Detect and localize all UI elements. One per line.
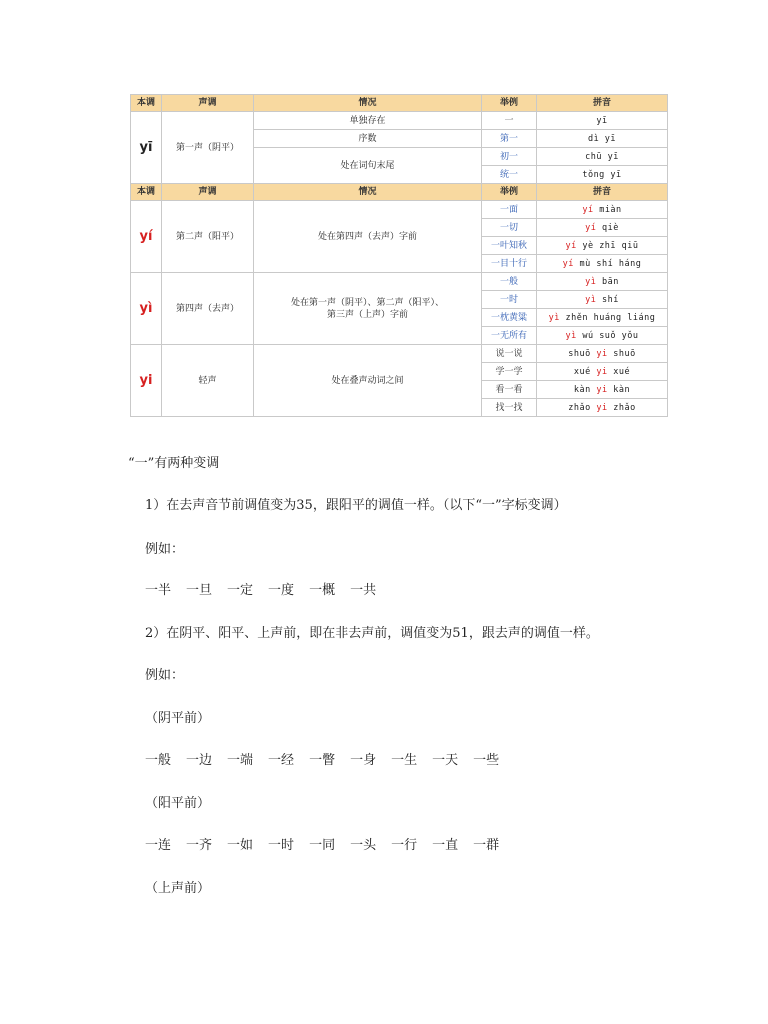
example-cell: 学一学 xyxy=(482,363,537,381)
word-item: 一概 xyxy=(309,583,336,598)
words-list-yinping xyxy=(145,749,514,768)
pinyin-text: kàn xyxy=(607,384,631,395)
pinyin-text: zhǎo xyxy=(568,402,597,413)
header-cell: 情况 xyxy=(254,184,482,201)
rule-1: 1）在去声音节前调值变为35，跟阳平的调值一样。（以下“一”字标变调） xyxy=(145,498,567,513)
pinyin-text: shuō xyxy=(568,348,597,359)
example-cell: 一枕黄粱 xyxy=(482,309,537,327)
example-cell: 一 xyxy=(482,112,537,130)
word-item: 一如 xyxy=(227,838,254,853)
pinyin-cell xyxy=(537,327,668,345)
word-item: 一生 xyxy=(391,753,418,768)
table-row xyxy=(131,273,668,291)
pinyin-cell xyxy=(537,399,668,417)
pinyin-text: chū yī xyxy=(585,151,619,162)
word-item: 一半 xyxy=(145,583,172,598)
pinyin-cell xyxy=(537,255,668,273)
example-cell: 一切 xyxy=(482,219,537,237)
pinyin-highlight: yì xyxy=(548,312,560,323)
pinyin-text: zhǎo xyxy=(607,402,636,413)
pinyin-cell xyxy=(537,309,668,327)
pinyin-cell xyxy=(537,237,668,255)
example-cell: 一叶知秋 xyxy=(482,237,537,255)
word-item: 一时 xyxy=(268,838,295,853)
subheading-shangsheng: （上声前） xyxy=(145,881,211,896)
word-item: 一瞥 xyxy=(309,753,336,768)
word-item: 一行 xyxy=(391,838,418,853)
subheading-yangping: （阳平前） xyxy=(145,796,211,811)
pinyin-highlight: yì xyxy=(585,294,597,305)
word-item: 一直 xyxy=(432,838,459,853)
pinyin-highlight: yi xyxy=(596,402,608,413)
pinyin-cell xyxy=(537,130,668,148)
pinyin-cell xyxy=(537,219,668,237)
pinyin-cell xyxy=(537,148,668,166)
pinyin-cell xyxy=(537,201,668,219)
pinyin-text: wú suǒ yǒu xyxy=(576,330,639,341)
pinyin-cell xyxy=(537,381,668,399)
pinyin-text: shuō xyxy=(607,348,636,359)
rule-2: 2）在阴平、阳平、上声前，即在非去声前，调值变为51，跟去声的调值一样。 xyxy=(145,626,599,641)
word-item: 一些 xyxy=(473,753,500,768)
pinyin-cell xyxy=(537,345,668,363)
subheading-yinping: （阴平前） xyxy=(145,711,211,726)
word-item: 一同 xyxy=(309,838,336,853)
situation-cell xyxy=(254,273,482,345)
pinyin-cell xyxy=(537,363,668,381)
pinyin-text: zhěn huáng liáng xyxy=(559,312,656,323)
pinyin-text: qiè xyxy=(596,222,619,233)
header-cell: 本调 xyxy=(131,184,162,201)
word-item: 一度 xyxy=(268,583,295,598)
tone-sandhi-table xyxy=(130,94,668,417)
pinyin-text: tǒng yī xyxy=(582,169,622,180)
tone-name-cell: 第四声（去声） xyxy=(162,273,254,345)
pinyin-highlight: yì xyxy=(565,330,577,341)
tone-cell: yì xyxy=(131,273,162,345)
word-item: 一头 xyxy=(350,838,377,853)
pinyin-cell xyxy=(537,273,668,291)
word-item: 一般 xyxy=(145,753,172,768)
word-item: 一齐 xyxy=(186,838,213,853)
pinyin-highlight: yí xyxy=(565,240,577,251)
situation-cell: 处在词句末尾 xyxy=(254,148,482,184)
word-item: 一经 xyxy=(268,753,295,768)
header-cell: 举例 xyxy=(482,95,537,112)
tone-cell: yī xyxy=(131,112,162,184)
example-cell: 说一说 xyxy=(482,345,537,363)
table-header-row xyxy=(131,95,668,112)
example-cell: 第一 xyxy=(482,130,537,148)
pinyin-highlight: yí xyxy=(585,222,597,233)
example-cell: 一般 xyxy=(482,273,537,291)
words-list-1 xyxy=(145,579,391,598)
word-item: 一连 xyxy=(145,838,172,853)
pinyin-text: miàn xyxy=(593,204,622,215)
table-row xyxy=(131,112,668,130)
table-header-row xyxy=(131,184,668,201)
situation-cell: 处在第四声（去声）字前 xyxy=(254,201,482,273)
tone-cell: yi xyxy=(131,345,162,417)
situation-cell: 处在叠声动词之间 xyxy=(254,345,482,417)
table-row xyxy=(131,345,668,363)
example-cell: 看一看 xyxy=(482,381,537,399)
pinyin-text: yè zhī qiū xyxy=(576,240,639,251)
pinyin-text: shí xyxy=(596,294,619,305)
example-cell: 一时 xyxy=(482,291,537,309)
pinyin-text: mù shí háng xyxy=(573,258,642,269)
pinyin-highlight: yì xyxy=(585,276,597,287)
header-cell: 情况 xyxy=(254,95,482,112)
word-item: 一共 xyxy=(350,583,377,598)
header-cell: 拼音 xyxy=(537,184,668,201)
word-item: 一定 xyxy=(227,583,254,598)
pinyin-text: kàn xyxy=(573,384,597,395)
header-cell: 举例 xyxy=(482,184,537,201)
situation-line: 处在第一声（阴平）、第二声（阳平）、 xyxy=(290,297,444,308)
situation-cell: 序数 xyxy=(254,130,482,148)
intro-text: “一”有两种变调 xyxy=(128,456,220,471)
pinyin-text: yī xyxy=(596,115,608,126)
pinyin-text: bān xyxy=(596,276,619,287)
example-cell: 一目十行 xyxy=(482,255,537,273)
situation-line: 第三声（上声）字前 xyxy=(326,309,408,320)
pinyin-cell xyxy=(537,291,668,309)
situation-cell: 单独存在 xyxy=(254,112,482,130)
tone-name-cell: 第二声（阳平） xyxy=(162,201,254,273)
tone-name-cell: 轻声 xyxy=(162,345,254,417)
example-cell: 初一 xyxy=(482,148,537,166)
pinyin-highlight: yi xyxy=(596,348,608,359)
pinyin-text: dì yī xyxy=(587,133,617,144)
words-list-yangping xyxy=(145,834,514,853)
word-item: 一身 xyxy=(350,753,377,768)
example-label-1: 例如： xyxy=(145,542,185,557)
header-cell: 拼音 xyxy=(537,95,668,112)
tone-cell: yí xyxy=(131,201,162,273)
header-cell: 声调 xyxy=(162,95,254,112)
example-cell: 统一 xyxy=(482,166,537,184)
example-cell: 一无所有 xyxy=(482,327,537,345)
pinyin-text: xué xyxy=(607,366,631,377)
pinyin-highlight: yi xyxy=(596,384,608,395)
word-item: 一群 xyxy=(473,838,500,853)
table-row xyxy=(131,201,668,219)
pinyin-highlight: yí xyxy=(582,204,594,215)
word-item: 一天 xyxy=(432,753,459,768)
tone-name-cell: 第一声（阴平） xyxy=(162,112,254,184)
pinyin-highlight: yí xyxy=(562,258,574,269)
word-item: 一端 xyxy=(227,753,254,768)
pinyin-highlight: yi xyxy=(596,366,608,377)
pinyin-cell xyxy=(537,112,668,130)
example-cell: 一面 xyxy=(482,201,537,219)
example-cell: 找一找 xyxy=(482,399,537,417)
pinyin-cell xyxy=(537,166,668,184)
pinyin-text: xué xyxy=(573,366,597,377)
word-item: 一边 xyxy=(186,753,213,768)
header-cell: 本调 xyxy=(131,95,162,112)
example-label-2: 例如： xyxy=(145,668,185,683)
header-cell: 声调 xyxy=(162,184,254,201)
word-item: 一旦 xyxy=(186,583,213,598)
